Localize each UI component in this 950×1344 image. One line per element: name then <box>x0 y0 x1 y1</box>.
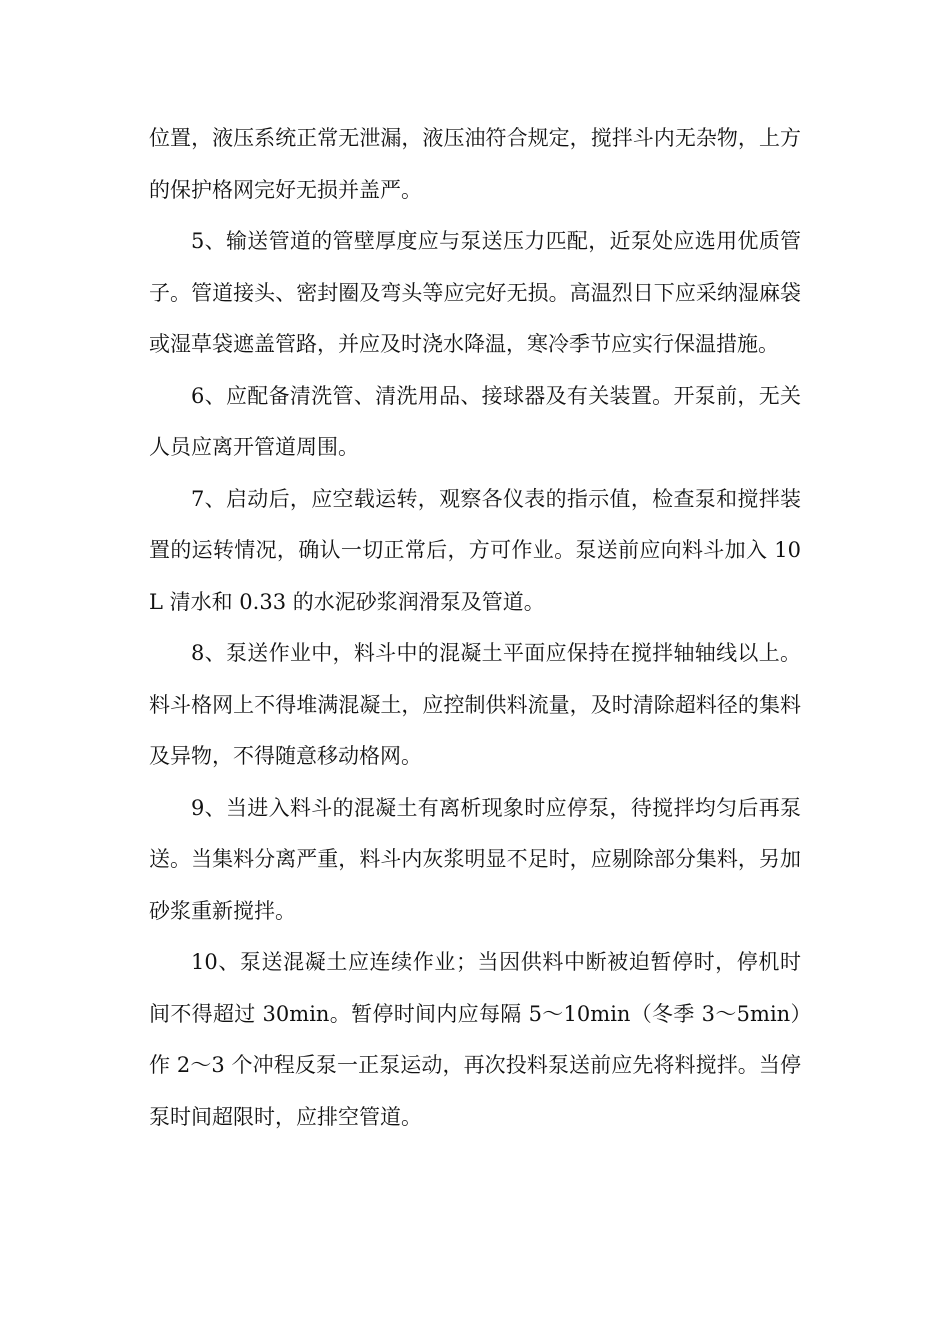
document-body <box>149 113 801 1143</box>
paragraph-continuation: 位置，液压系统正常无泄漏，液压油符合规定，搅拌斗内无杂物，上方的保护格网完好无损并盖严。 <box>149 126 801 202</box>
paragraph-item-6: 6、应配备清洗管、清洗用品、接球器及有关装置。开泵前，无关人员应离开管道周围。 <box>149 383 801 459</box>
paragraph-item-8: 8、泵送作业中，料斗中的混凝土平面应保持在搅拌轴轴线以上。料斗格网上不得堆满混凝土，应控制供料流量，及时清除超料径的集料及异物，不得随意移动格网。 <box>149 641 801 768</box>
paragraph-item-5: 5、输送管道的管壁厚度应与泵送压力匹配，近泵处应选用优质管子。管道接头、密封圈及弯头等应完好无损。高温烈日下应采纳湿麻袋或湿草袋遮盖管路，并应及时浇水降温，寒冷季节应实行保温措施。 <box>149 229 801 356</box>
paragraph-item-7: 7、启动后，应空载运转，观察各仪表的指示值，检查泵和搅拌装置的运转情况，确认一切正常后，方可作业。泵送前应向料斗加入 10L 清水和 0.33 的水泥砂浆润滑泵及管道。 <box>149 486 801 614</box>
paragraph-item-9: 9、当进入料斗的混凝土有离析现象时应停泵，待搅拌均匀后再泵送。当集料分离严重，料斗内灰浆明显不足时，应剔除部分集料，另加砂浆重新搅拌。 <box>149 795 801 923</box>
paragraph-item-10: 10、泵送混凝土应连续作业；当因供料中断被迫暂停时，停机时间不得超过 30min。暂停时间内应每隔 5～10min（冬季 3～5min）作 2～3 个冲程反泵一正泵运动，再次投料泵送前应先将料搅拌。当停泵时间超限时，应排空管道。 <box>149 950 801 1129</box>
